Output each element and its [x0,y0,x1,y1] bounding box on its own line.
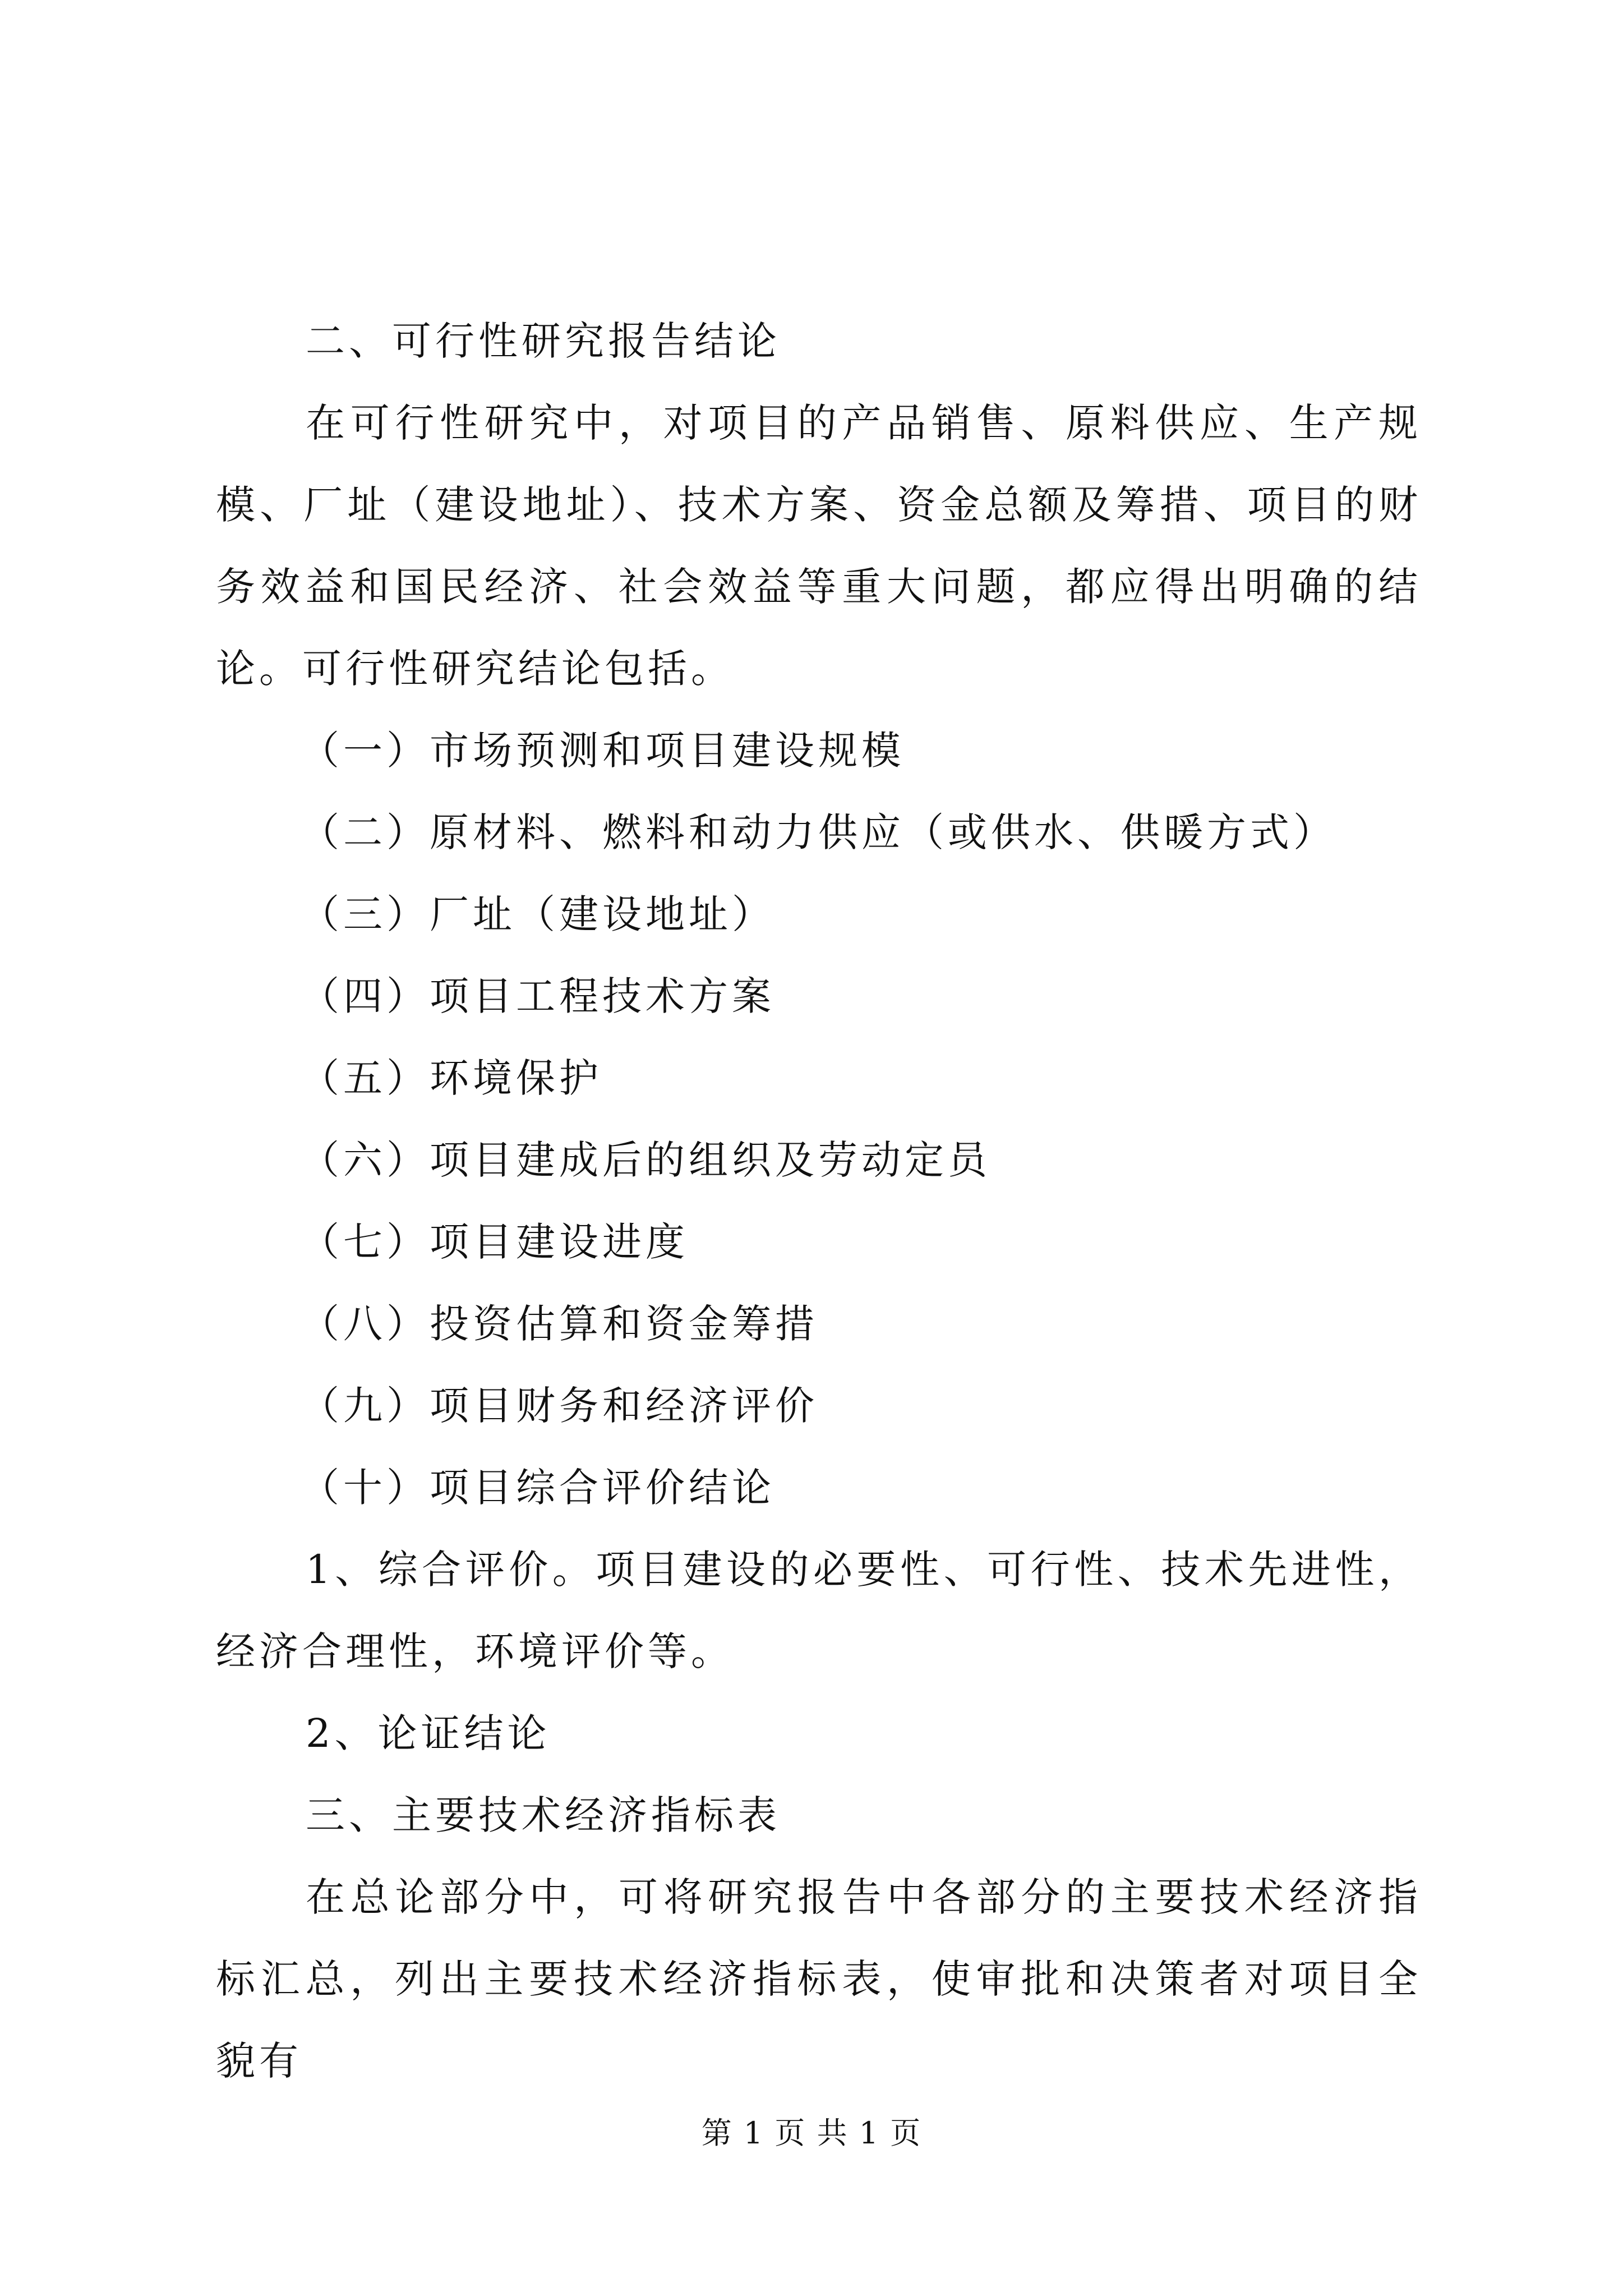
list-item: （三）厂址（建设地址） [300,891,775,937]
list-item: （二）原材料、燃料和动力供应（或供水、供暖方式） [300,809,1336,855]
list-item: （八）投资估算和资金筹措 [300,1301,818,1347]
section-heading-indicators: 三、主要技术经济指标表 [306,1792,781,1838]
list-item: （五）环境保护 [300,1055,602,1101]
list-item: （一）市场预测和项目建设规模 [300,728,905,774]
section-heading-conclusion: 二、可行性研究报告结论 [306,318,781,364]
body-paragraph: 在可行性研究中，对项目的产品销售、原料供应、生产规模、厂址（建设地址）、技术方案、资金总额及筹措、项目的财务效益和国民经济、社会效益等重大问题，都应得出明确的结论。可行性研究结论包括。 [216,400,1422,692]
body-paragraph: 在总论部分中，可将研究报告中各部分的主要技术经济指标汇总，列出主要技术经济指标表，使审批和决策者对项目全貌有 [216,1874,1422,2084]
document-body [216,300,1422,2102]
list-item: （九）项目财务和经济评价 [300,1383,818,1429]
body-paragraph: 1、综合评价。项目建设的必要性、可行性、技术先进性，经济合理性，环境评价等。 [216,1547,1422,1674]
list-item: （六）项目建成后的组织及劳动定员 [300,1137,991,1183]
body-paragraph: 2、论证结论 [306,1710,551,1756]
list-item: （十）项目综合评价结论 [300,1465,775,1511]
page-footer: 第 1 页 共 1 页 [701,2115,922,2151]
list-item: （七）项目建设进度 [300,1219,689,1265]
list-item: （四）项目工程技术方案 [300,973,775,1019]
